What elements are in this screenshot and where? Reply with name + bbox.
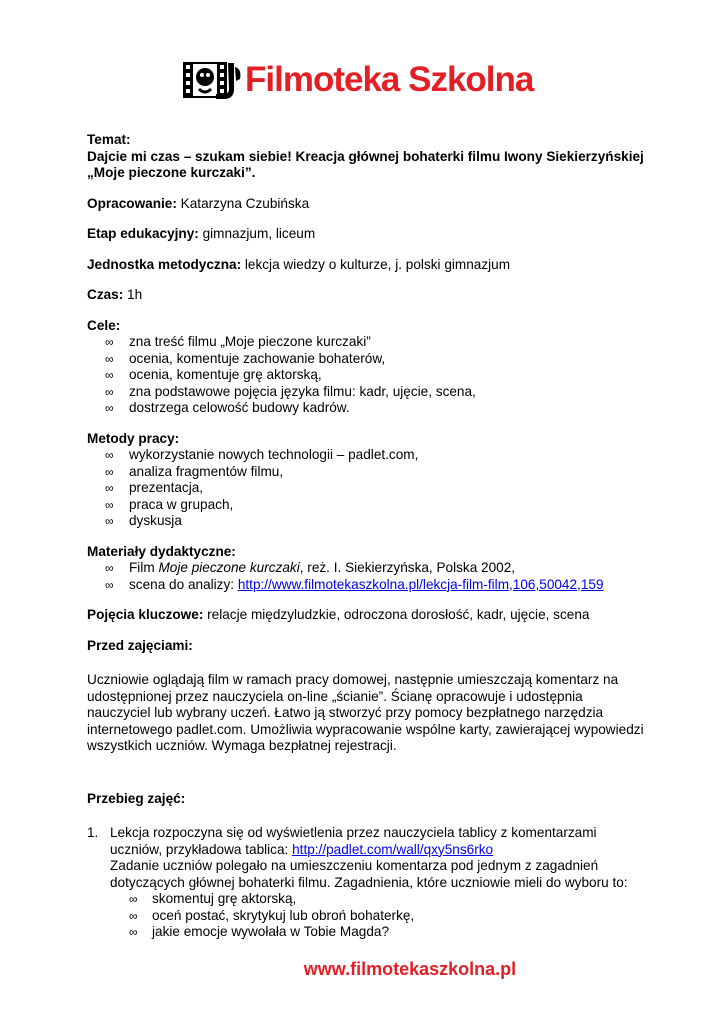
list-item: ∞ zna treść filmu „Moje pieczone kurczaki” bbox=[87, 334, 647, 351]
scene-link[interactable]: http://www.filmotekaszkolna.pl/lekcja-film-film,106,50042,159 bbox=[237, 576, 604, 592]
film-reel-face-icon bbox=[182, 59, 244, 101]
logo-text: Filmoteka Szkolna bbox=[245, 60, 534, 99]
time-row bbox=[87, 287, 647, 304]
before-class-paragraph bbox=[87, 672, 647, 755]
list-item: ∞ ocenia, komentuje grę aktorską, bbox=[87, 367, 647, 384]
list-item: ∞ jakie emocje wywołała w Tobie Magda? bbox=[110, 924, 647, 941]
stage-value: gimnazjum, liceum bbox=[198, 226, 316, 241]
stage-row bbox=[87, 226, 647, 243]
list-item: ∞ zna podstawowe pojęcia języka filmu: kadr, ujęcie, scena, bbox=[87, 384, 647, 401]
methods-list bbox=[87, 447, 647, 530]
step-sublist bbox=[110, 891, 647, 941]
list-item bbox=[87, 577, 647, 594]
author-value: Katarzyna Czubińska bbox=[176, 195, 310, 211]
list-item: ∞ oceń postać, skrytykuj lub obroń bohaterkę, bbox=[110, 908, 647, 925]
list-item: ∞ prezentacja, bbox=[87, 480, 647, 497]
list-item: ∞ skomentuj grę aktorską, bbox=[110, 891, 647, 908]
filmoteka-logo bbox=[182, 58, 533, 102]
list-item: ∞ dostrzega celowość budowy kadrów. bbox=[87, 400, 647, 417]
step-number: 1. bbox=[87, 825, 99, 840]
film-prefix: Film bbox=[129, 560, 159, 575]
film-title: Moje pieczone kurczaki bbox=[158, 560, 300, 575]
lesson-document bbox=[87, 132, 647, 941]
goals-label: Cele: bbox=[87, 317, 121, 333]
materials-list bbox=[87, 560, 647, 593]
author-label: Opracowanie: bbox=[87, 195, 177, 211]
padlet-link[interactable]: http://padlet.com/wall/qxy5ns6rko bbox=[292, 841, 494, 857]
step-line-prefix: uczniów, przykładowa tablica: bbox=[110, 841, 293, 857]
concepts-value: relacje międzyludzkie, odroczona dorosłość, kadr, ujęcie, scena bbox=[203, 607, 590, 622]
goals-list bbox=[87, 334, 647, 417]
author-row bbox=[87, 196, 647, 213]
paragraph-line: internetowego padlet.com. Umożliwia wypracowanie wspólne karty, zawierającej wypowiedzi bbox=[87, 721, 644, 737]
topic-title-line1: Dajcie mi czas – szukam siebie! Kreacja głównej bohaterki filmu Iwony Siekierzyńskiej bbox=[87, 148, 644, 164]
paragraph-line: Uczniowie oglądają film w ramach pracy domowej, następnie umieszczają komentarz na bbox=[87, 672, 619, 687]
list-item: ∞ dyskusja bbox=[87, 513, 647, 530]
methods-label: Metody pracy: bbox=[87, 430, 180, 446]
unit-row bbox=[87, 257, 647, 274]
list-item: ∞ wykorzystanie nowych technologii – padlet.com, bbox=[87, 447, 647, 464]
paragraph-line: wszystkich uczniów. Wymaga bezpłatnej rejestracji. bbox=[87, 738, 397, 753]
unit-value: lekcja wiedzy o kulturze, j. polski gimnazjum bbox=[241, 256, 511, 272]
before-class-label: Przed zajęciami: bbox=[87, 637, 193, 653]
stage-label: Etap edukacyjny: bbox=[87, 226, 199, 241]
materials-label: Materiały dydaktyczne: bbox=[87, 543, 236, 559]
topic-title-line2: „Moje pieczone kurczaki”. bbox=[87, 165, 256, 180]
list-item bbox=[87, 560, 647, 577]
step-line: Lekcja rozpoczyna się od wyświetlenia przez nauczyciela tablicy z komentarzami bbox=[110, 825, 597, 840]
footer-url[interactable]: www.filmotekaszkolna.pl bbox=[303, 959, 517, 979]
step-item bbox=[87, 825, 647, 941]
list-item: ∞ analiza fragmentów filmu, bbox=[87, 464, 647, 481]
topic-label: Temat: bbox=[87, 132, 131, 147]
scene-prefix: scena do analizy: bbox=[129, 576, 238, 592]
list-item: ∞ praca w grupach, bbox=[87, 497, 647, 514]
course-steps bbox=[87, 825, 647, 941]
step-line bbox=[110, 842, 647, 859]
step-line: Zadanie uczniów polegało na umieszczeniu komentarza pod jednym z zagadnień bbox=[110, 858, 599, 873]
step-line: dotyczących głównej bohaterki filmu. Zagadnienia, które uczniowie mieli do wyboru to: bbox=[110, 874, 628, 890]
paragraph-line: nauczyciel lub wybrany uczeń. Łatwo ją stworzyć przy pomocy bezpłatnego narzędzia bbox=[87, 705, 604, 720]
concepts-row bbox=[87, 607, 647, 624]
unit-label: Jednostka metodyczna: bbox=[87, 256, 242, 272]
footer bbox=[0, 959, 724, 980]
time-value: 1h bbox=[123, 287, 143, 302]
list-item: ∞ ocenia, komentuje zachowanie bohaterów, bbox=[87, 351, 647, 368]
film-suffix: , reż. I. Siekierzyńska, Polska 2002, bbox=[299, 560, 516, 575]
concepts-label: Pojęcia kluczowe: bbox=[87, 607, 204, 622]
time-label: Czas: bbox=[87, 287, 124, 302]
course-label: Przebieg zajęć: bbox=[87, 790, 186, 806]
paragraph-line: udostępnionej przez nauczyciela on-line „ścianie”. Ścianę opracowuje i udostępnia bbox=[87, 688, 583, 704]
